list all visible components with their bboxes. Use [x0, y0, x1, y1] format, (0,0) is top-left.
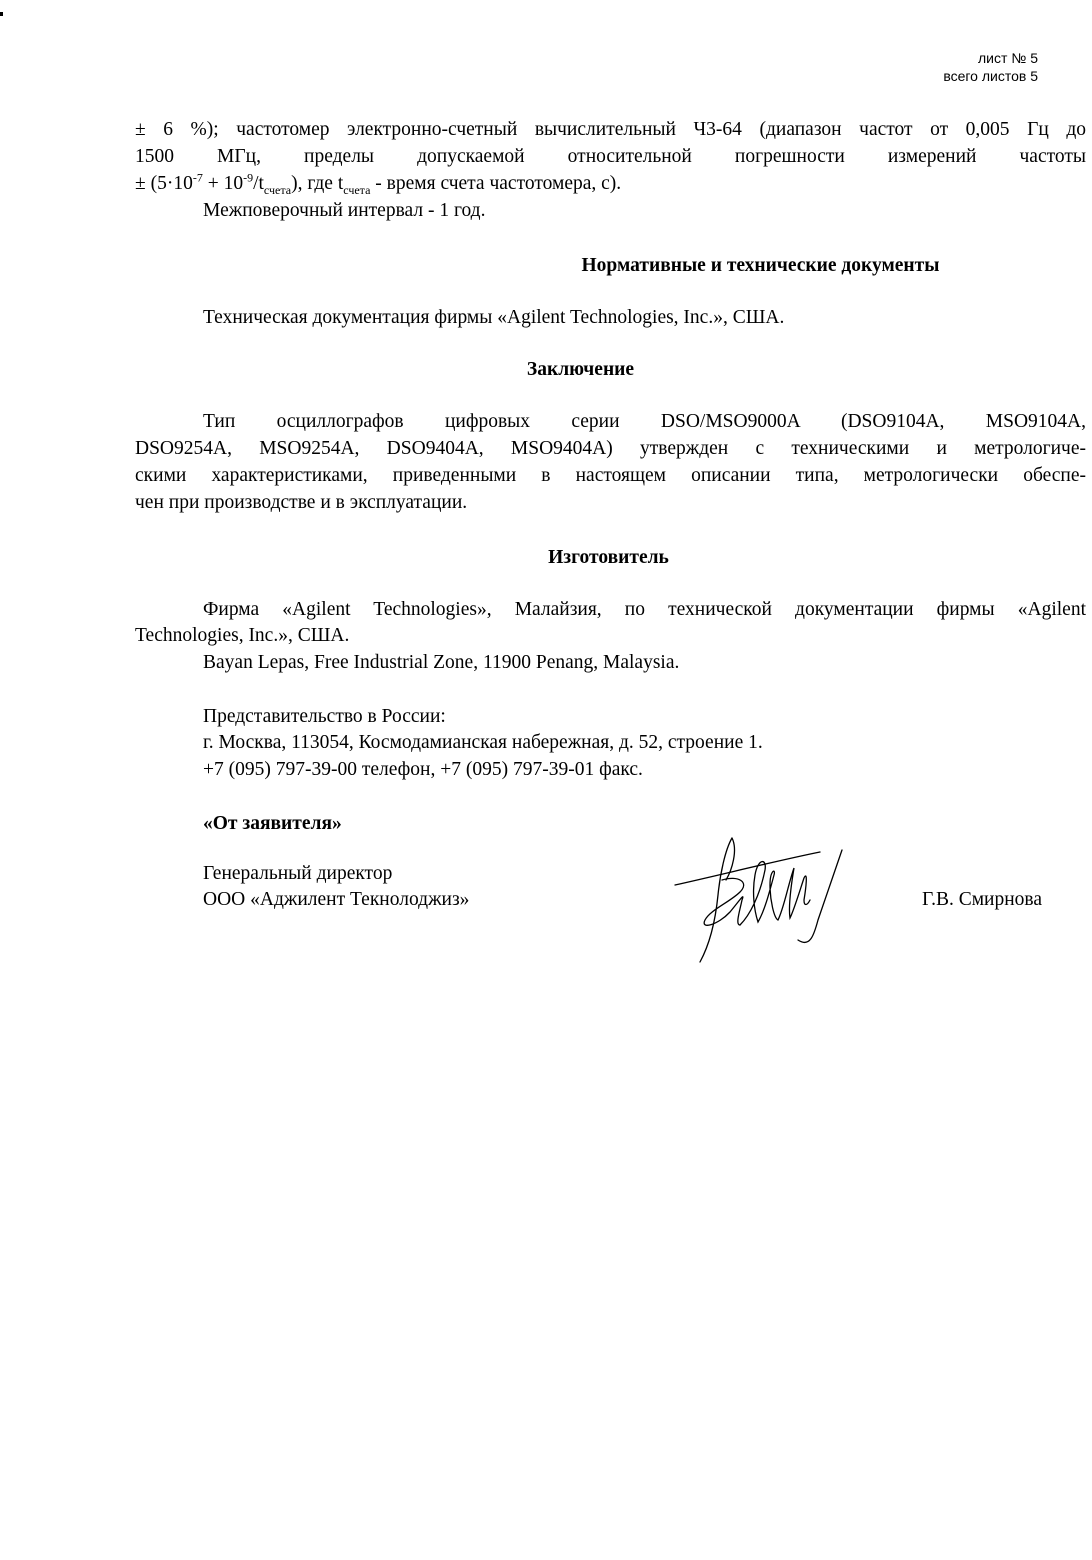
signatory-name: Г.В. Смирнова	[922, 889, 1043, 910]
conclusion-line-4: чен при производстве и в эксплуатации.	[135, 492, 468, 513]
verification-line-3: ± $(5\cdot 10^{-7} + 10^{-9}/t_{счета})$, где $t_{счета}$ - время счета частотомера, с).	[135, 170, 622, 197]
conclusion-line-2: DSO9254A, MSO9254A, DSO9404A, MSO9404A) утвержден с техническими и метрологиче-	[135, 438, 1086, 459]
normative-heading: Нормативные и технические документы	[581, 255, 940, 276]
applicant-label: «От заявителя»	[203, 813, 342, 834]
manufacturer-line-1: Фирма «Agilent Technologies», Малайзия, по технической документации фирмы «Agilent	[203, 599, 1086, 620]
manufacturer-heading: Изготовитель	[548, 547, 669, 568]
representative-title: Представительство в России:	[203, 706, 446, 727]
signature-icon	[670, 830, 860, 970]
manufacturer-line-2: Technologies, Inc.», США.	[135, 625, 350, 646]
verification-line-2: 1500 МГц, пределы допускаемой относительной погрешности измерений частоты	[135, 146, 1086, 167]
manufacturer-address: Bayan Lepas, Free Industrial Zone, 11900 Penang, Malaysia.	[203, 652, 680, 673]
total-sheets: всего листов 5	[943, 68, 1038, 84]
verification-interval: Межповерочный интервал - 1 год.	[203, 200, 486, 221]
conclusion-line-3: скими характеристиками, приведенными в настоящем описании типа, метрологически обеспе-	[135, 465, 1086, 486]
sheet-info	[943, 49, 1038, 85]
conclusion-heading: Заключение	[526, 359, 635, 380]
conclusion-line-1: Тип осциллографов цифровых серии DSO/MSO9000A (DSO9104A, MSO9104A,	[203, 411, 1086, 432]
scan-speck	[0, 12, 3, 16]
applicant-company: ООО «Аджилент Текнолоджиз»	[203, 889, 470, 910]
representative-address: г. Москва, 113054, Космодамианская набережная, д. 52, строение 1.	[203, 732, 763, 753]
verification-line-1: ± 6 %); частотомер электронно-счетный вычислительный Ч3-64 (диапазон частот от 0,005 Гц до	[135, 119, 1086, 140]
sheet-number: лист № 5	[978, 50, 1038, 66]
normative-text: Техническая документация фирмы «Agilent Technologies, Inc.», США.	[203, 307, 785, 328]
representative-contacts: +7 (095) 797-39-00 телефон, +7 (095) 797-39-01 факс.	[203, 759, 643, 780]
applicant-position: Генеральный директор	[203, 863, 393, 884]
